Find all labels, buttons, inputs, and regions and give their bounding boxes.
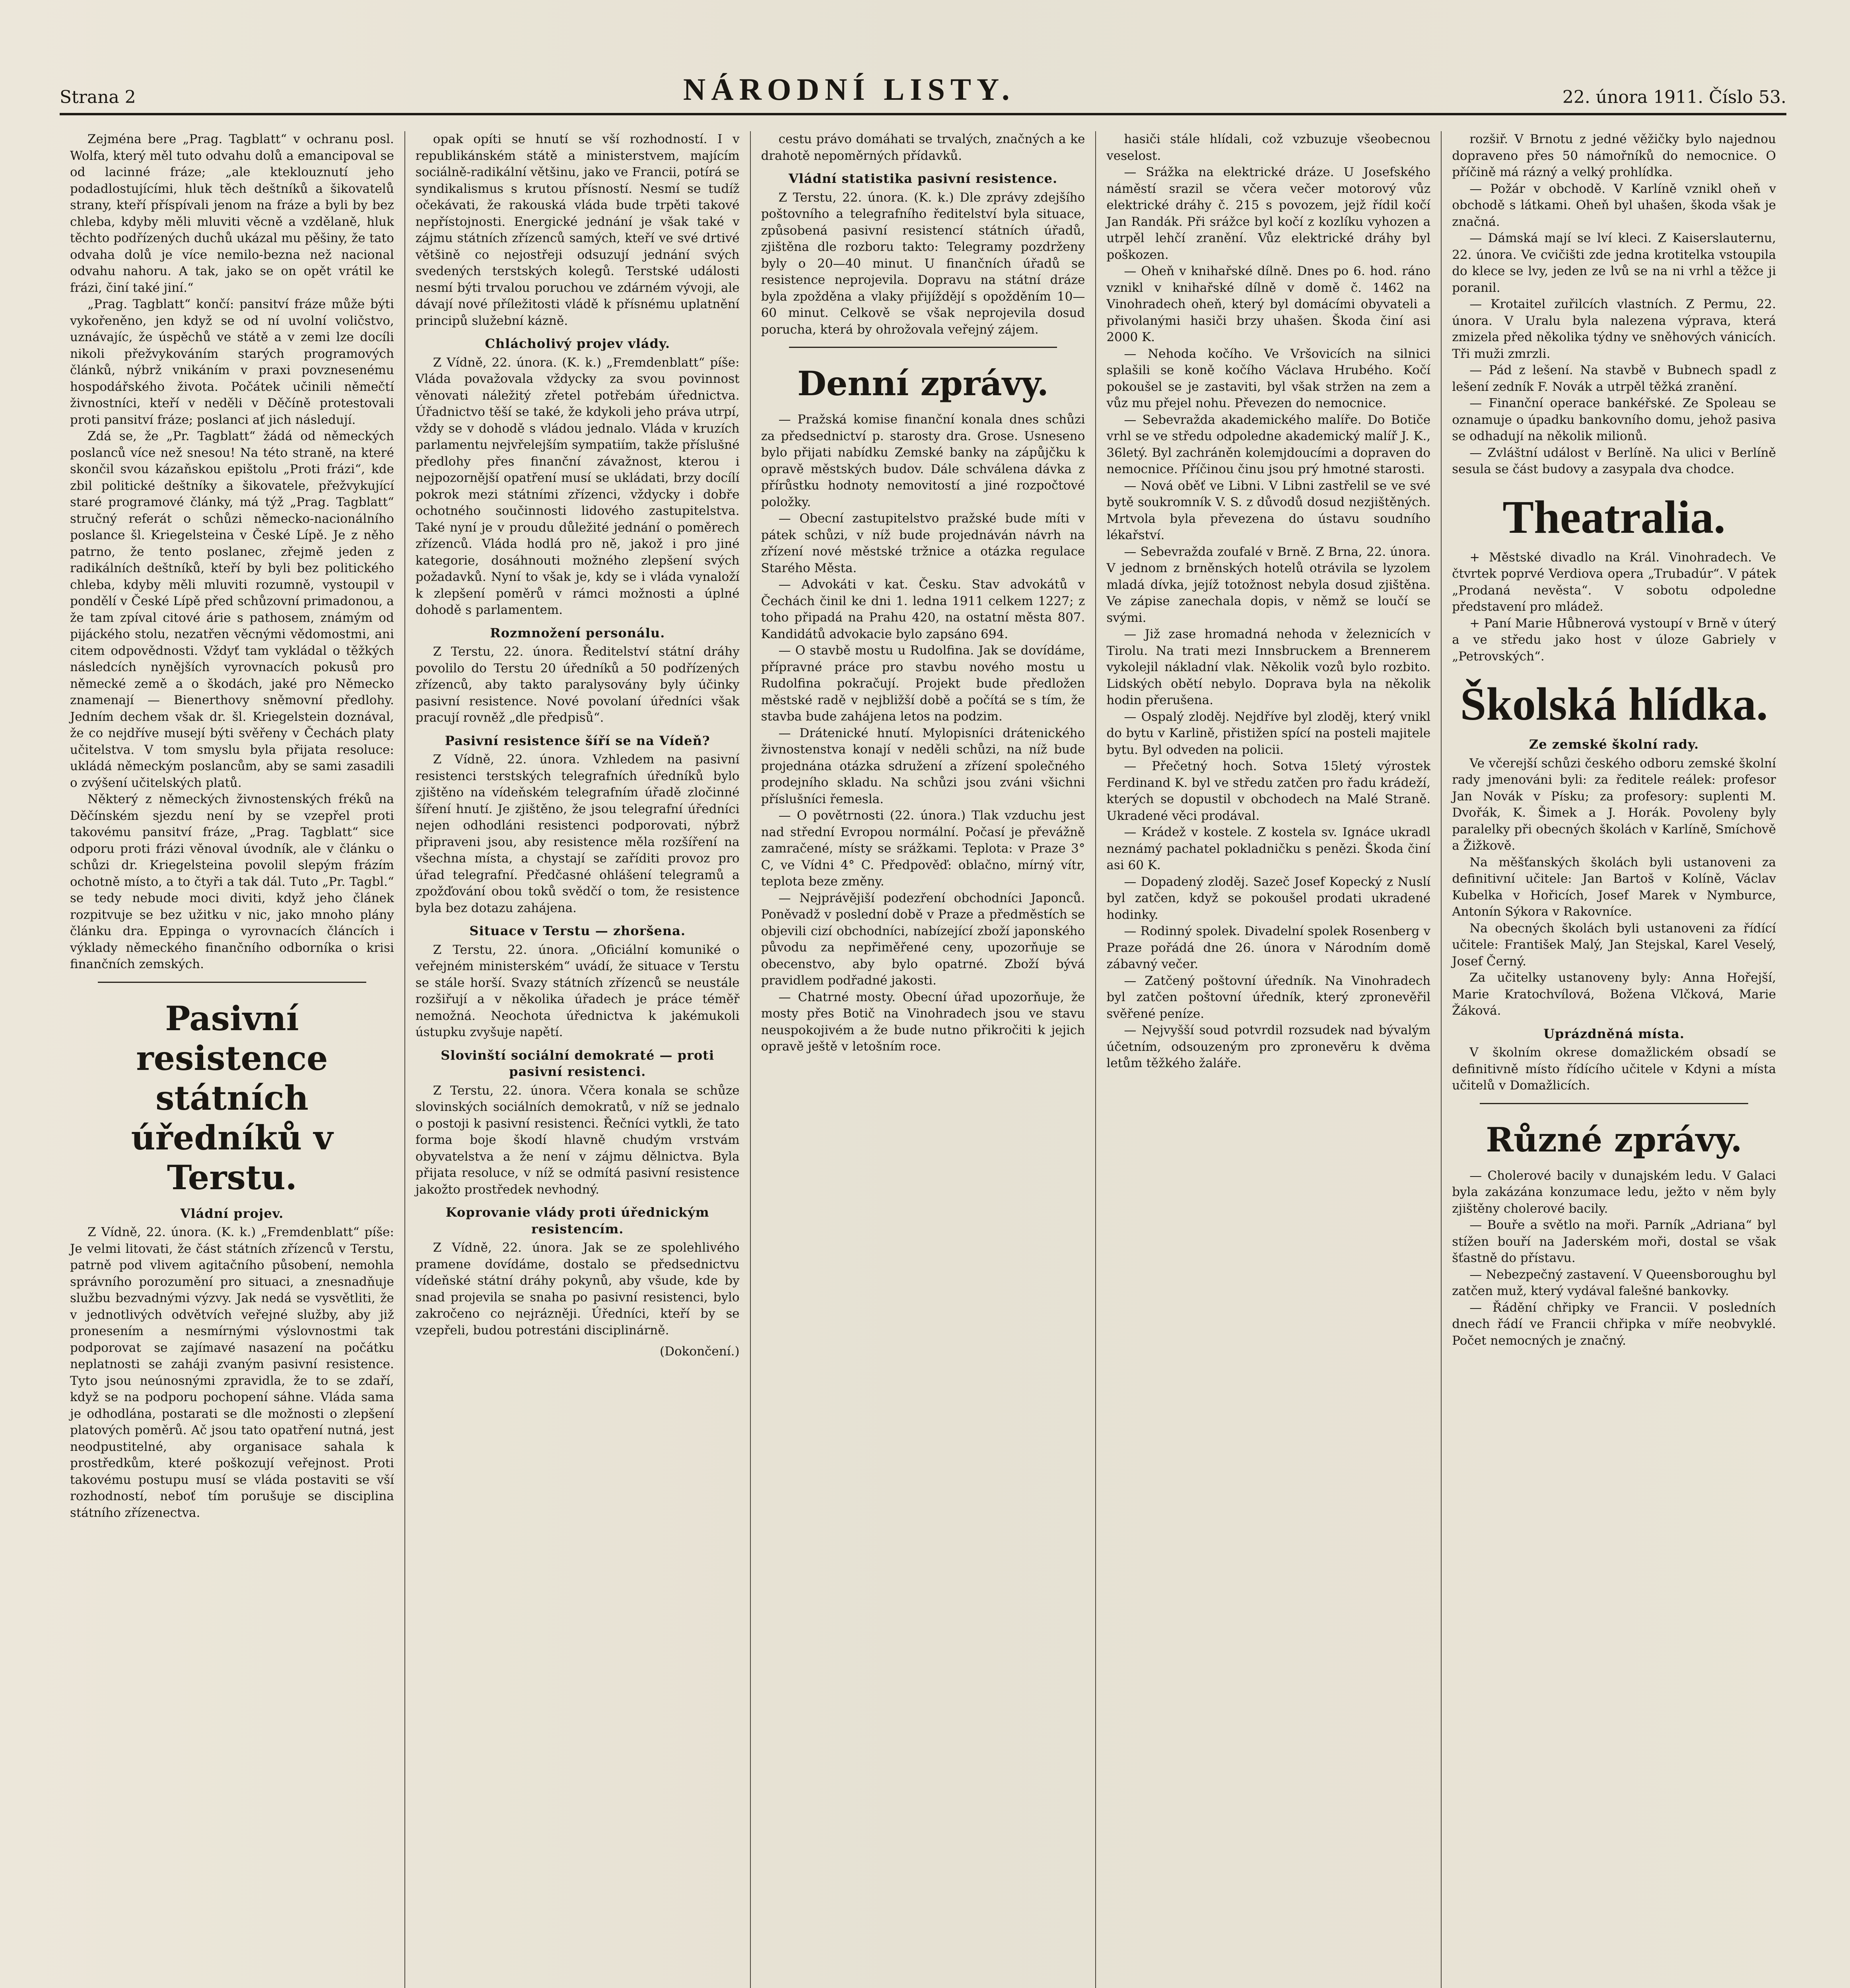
paragraph: — Chatrné mosty. Obecní úřad upozorňuje, že mosty přes Botič na Vinohradech jsou ve stavu neuspokojivém a že bude nutno přikročiti k jejich opravě ještě v letošním roce. <box>761 990 1085 1054</box>
paragraph: — Bouře a světlo na moři. Parník „Adriana“ byl stížen bouří na Jaderském moři, dostal se však šťastně do přístavu. <box>1452 1218 1776 1265</box>
subheading: Koprovanie vlády proti úřednickým resistencím. <box>445 1205 709 1237</box>
paragraph: Z Terstu, 22. února. „Oficiální komuniké o veřejném ministerském“ uvádí, že situace v Terstu se stále horší. Svazy státních zřízenců se neustále rozšiřují a v několika úřadech je práce téměř nemožná. Neochota úřednictva k jakémukoli ústupku zvyšuje napětí. <box>415 942 740 1039</box>
paragraph: Za učitelky ustanoveny byly: Anna Hořejší, Marie Kratochvílová, Božena Vlčková, Marie Žáková. <box>1452 971 1776 1018</box>
paragraph: Z Terstu, 22. února. Včera konala se schůze slovinských sociálních demokratů, v níž se jednalo o postoji k pasivní resistenci. Řečníci vytkli, že tato forma boje škodí hlavně chudým vrstvám obyvatelstva a že není v zájmu dělnictva. Byla přijata resoluce, v níž se odmítá pasivní resistence jakožto prostředek nevhodný. <box>415 1083 740 1197</box>
section-headline: Theatralia. <box>1502 491 1726 543</box>
paragraph: — Cholerové bacily v dunajském ledu. V Galaci byla zakázána konzumace ledu, ježto v něm byly zjištěny cholerové bacily. <box>1452 1168 1776 1216</box>
divider <box>98 982 366 983</box>
paragraph: Z Vídně, 22. února. (K. k.) „Fremdenblatt“ píše: Je velmi litovati, že část státních zřízenců v Terstu, patrně pod vlivem agitačního působení, nemohla správního porozumění pro situaci, a znesnadňuje službu bezvadnými výzvy. Jak nedá se vysvětliti, že v jednotlivých odvětvích veřejné služby, aby již pronesením a nesmírnými výslovnostmi tak podporovat se zajímavé nasazení na počátku neplatnosti se zaháji zvaným pasivní resistence. Tyto jsou neúnosnými zpravidla, že to se zdaří, když se na podporu pochopení sáhne. Vláda sama je odhodlána, postarati se dle možnosti o zlepšení platových poměrů. Ač jsou tato opatření nutná, jest neodpustitelné, aby organisace sahala k prostředkům, které poškozují veřejnost. Proti takovému postupu musí se vláda postaviti se vší rozhodností, neboť tím porušuje se disciplina státního zřízenectva. <box>70 1225 394 1520</box>
paragraph: — Již zase hromadná nehoda v železnicích v Tirolu. Na trati mezi Innsbruckem a Brennerem vykolejil nákladní vlak. Několik vozů bylo rozbito. Lidských obětí nebylo. Doprava byla na několik hodin přerušena. <box>1106 627 1431 707</box>
paragraph: Z Vídně, 22. února. Jak se ze spolehlivého pramene dovídáme, dostalo se předsednictvu vídeňské státní dráhy pokynů, aby všude, kde by snad projevila se snaha po pasivní resistenci, bylo zakročeno co nejrázněji. Úředníci, kteří by se vzepřeli, budou potrestáni disciplinárně. <box>415 1241 740 1338</box>
paragraph: — Krádež v kostele. Z kostela sv. Ignáce ukradl neznámý pachatel pokladničku s penězi. Škoda činí asi 60 K. <box>1106 825 1431 872</box>
paragraph: — Zvláštní událost v Berlíně. Na ulici v Berlíně sesula se část budovy a zasypala dva chodce. <box>1452 445 1776 476</box>
paragraph: — Obecní zastupitelstvo pražské bude míti v pátek schůzi, v níž bude projednáván návrh na zřízení nové městské tržnice a otázka regulace Starého Města. <box>761 511 1085 575</box>
subheading: Ze zemské školní rady. <box>1529 737 1699 752</box>
paragraph: — Nebezpečný zastavení. V Queensboroughu byl zatčen muž, který vydával falešné bankovky. <box>1452 1267 1776 1298</box>
paragraph: V školním okrese domažlickém obsadí se definitivně místo řídícího učitele v Kdyni a místa učitelů v Domažlicích. <box>1452 1045 1776 1093</box>
column-5 <box>1442 131 1786 1988</box>
paragraph: — Dopadený zloděj. Sazeč Josef Kopecký z Nuslí byl zatčen, když se pokoušel prodati ukradené hodinky. <box>1106 874 1431 922</box>
paragraph: — Rodinný spolek. Divadelní spolek Rosenberg v Praze pořádá dne 26. února v Národním domě zábavný večer. <box>1106 924 1431 971</box>
column-2 <box>405 131 751 1988</box>
paragraph: Na měšťanských školách byli ustanoveni za definitivní učitele: Jan Bartoš v Kolíně, Václav Kubelka v Hořicích, Josef Marek v Nymburce, Antonín Sýkora v Rakovníce. <box>1452 855 1776 919</box>
masthead <box>60 60 1786 115</box>
paragraph: + Městské divadlo na Král. Vinohradech. Ve čtvrtek poprvé Verdiova opera „Trubadúr“. V pátek „Prodaná nevěsta“. V sobotu odpoledne představení pro mládež. <box>1452 550 1776 614</box>
paragraph: — O povětrnosti (22. února.) Tlak vzduchu jest nad střední Evropou normální. Počasí je převážně zamračené, místy se srážkami. Teplota: v Praze 3° C, ve Vídni 4° C. Předpověď: oblačno, mírný vítr, teplota beze změny. <box>761 808 1085 889</box>
paragraph: + Paní Marie Hůbnerová vystoupí v Brně v úterý a ve středu jako host v úloze Gabriely v „Petrovských“. <box>1452 616 1776 664</box>
continuation-note: (Dokončení.) <box>660 1344 740 1359</box>
paragraph: — Dámská mají se lví kleci. Z Kaiserslauternu, 22. února. Ve cvičišti zde jedna krotitelka vstoupila do klece se lvy, jeden ze lvů se na ni vrhl a těžce ji poranil. <box>1452 231 1776 295</box>
subheading: Chlácholivý projev vlády. <box>485 336 670 351</box>
subheading: Pasivní resistence šíří se na Vídeň? <box>445 733 710 748</box>
subheading: Vládní projev. <box>180 1206 284 1221</box>
paragraph: cestu právo domáhati se trvalých, značných a ke drahotě nepoměrných přídavků. <box>761 132 1085 163</box>
article-headline: Pasivní resistence státních úředníků v Terstu. <box>131 998 333 1197</box>
paragraph: — Zatčený poštovní úředník. Na Vinohradech byl zatčen poštovní úředník, který zpronevěřil svěřené peníze. <box>1106 973 1431 1021</box>
paragraph: — Nejvyšší soud potvrdil rozsudek nad bývalým účetním, odsouzeným pro zpronevěru k dvěma letům těžkého žaláře. <box>1106 1023 1431 1070</box>
newspaper-title: NÁRODNÍ LISTY. <box>683 72 1015 107</box>
paragraph: — Drátenické hnutí. Mylopisníci drátenického živnostenstva konají v neděli schůzi, na níž bude projednána otázka sdružení a zřízení společného prodejního skladu. Na schůzi jsou zváni všichni příslušníci řemesla. <box>761 726 1085 806</box>
paragraph: — Srážka na elektrické dráze. U Josefského náměstí srazil se včera večer motorový vůz elektrické dráhy č. 215 s povozem, jejž řídil kočí Jan Randák. Při srážce byl kočí z kozlíku vyhozen a utrpěl lehčí zranění. Vůz elektrické dráhy byl poškozen. <box>1106 165 1431 262</box>
subheading: Uprázdněná místa. <box>1543 1026 1685 1041</box>
paragraph: Zdá se, že „Pr. Tagblatt“ žádá od německých poslanců více než snesou! Na této straně, na které skončil svou kázaňskou epištolu „Proti frázi“, kde zbil politické deštníky a šikovatele, přežvykující staré programové články, má týž „Prag. Tagblatt“ stručný referát o schůzi německo-nacionálního poslance šl. Kriegelsteina v České Lípě. Je z něho patrno, že tento poslanec, zřejmě jeden z radikálních deštníků, kteří by byli bez politického chleba, kdyby měli mluviti rozumně, vystoupil v pondělí v České Lípě před schůzovní primadonou, a že tam zpíval citové árie s pathosem, známým od pijáckého stolu, nezatřen věcnými vědomostmi, ani citem odpovědnosti. Vždyť tam vykládal o těžkých následcích nynějších vyrovnacích pokusů pro německé země a o škodách, jaké pro Německo znamenají — Bienerthovy sněmovní předlohy. Jedním dechem však dr. šl. Kriegelstein doznával, že co nejdříve musejí býti svěřeny v Čechách platy učitelstva. V tom smyslu byla přijata resoluce: ukládá německým poslancům, aby se sami zasadili o zvýšení učitelských platů. <box>70 429 394 790</box>
paragraph: Z Vídně, 22. února. Vzhledem na pasivní resistenci terstských telegrafních úředníků bylo zjištěno na vídeňském telegrafním úřadě zločinné šíření hnutí. Je zjištěno, že jsou telegrafní úředníci nejen odhodláni resistenci podporovati, nýbrž připraveni jsou, aby resistence měla rozšíření na všechna místa, a chystají se zaříditi provoz pro úřad telegrafní. Předčasné ohlášení telegramů a zpožďování obou toků svědčí o tom, že resistence byla bez dotazu zahájena. <box>415 752 740 915</box>
subheading: Situace v Terstu — zhoršena. <box>469 923 686 938</box>
paragraph: — Přečetný hoch. Sotva 15letý výrostek Ferdinand K. byl ve středu zatčen pro řadu krádeží, kterých se dopustil v obchodech na Malé Straně. Ukradené věci prodával. <box>1106 759 1431 823</box>
divider <box>789 347 1057 348</box>
paragraph: — Nehoda kočího. Ve Vršovicích na silnici splašili se koně kočího Václava Hrubého. Kočí pokoušel se je zastaviti, byl však stržen na zem a vůz mu přejel nohu. Převezen do nemocnice. <box>1106 346 1431 410</box>
paragraph: Z Terstu, 22. února. Ředitelství státní dráhy povolilo do Terstu 20 úředníků a 50 podřízených zřízenců, aby takto paralysovány byly účinky pasivní resistence. Nové povolaní úředníci však pracují rovněž „dle předpisů“. <box>415 645 740 725</box>
paragraph: Z Vídně, 22. února. (K. k.) „Fremdenblatt“ píše: Vláda považovala vždycky za svou povinnost věnovati náležitý zřetel potřebám úřednictva. Úřadnictvo těší se také, že kdykoli jeho práva utrpí, vždy se v dohodě s vládou jednalo. Vláda v kruzích parlamentu nejvřelejším sympatiím, takže příslušné předlohy přes finanční závažnost, kterou i nejpozornější opatření musí se ukládati, brzy docílí pokrok mezi státními zřízenci, vždycky i dobře ochotného součinnosti lidového zastupitelstva. Také nyní je v proudu důležité jednání o poměrech zřízenců. Vláda hodlá pro ně, jakož i pro jiné kategorie, dosáhnouti možného zlepšení svých požadavků. Nyní to však je, kdy se i vláda vynaloží k zlepšení poměrů v rámci možnosti a úplné dohodě s parlamentem. <box>415 355 740 617</box>
divider <box>1480 1103 1748 1104</box>
page-number: Strana 2 <box>60 87 136 107</box>
section-headline: Denní zprávy. <box>797 364 1049 403</box>
section-headline: Různé zprávy. <box>1486 1120 1742 1159</box>
paragraph: — Nejprávějiší podezření obchodníci Japonců. Poněvadž v poslední době v Praze a předměstích se objevili cizí obchodníci, nabízející zboží japonského původu za nepřiměřené ceny, upozorňuje se obecenstvo, aby bylo opatrné. Zboží bývá pravidlem podřadné jakosti. <box>761 891 1085 988</box>
paragraph: — Krotaitel zuřilcích vlastních. Z Permu, 22. února. V Uralu byla nalezena výprava, která zmizela před několika týdny ve sněhových vánicích. Tři muži zmrzli. <box>1452 297 1776 361</box>
paragraph: Na obecných školách byli ustanoveni za řídící učitele: František Malý, Jan Stejskal, Karel Veselý, Josef Černý. <box>1452 921 1776 969</box>
paragraph: rozšiř. V Brnotu z jedné věžičky bylo najednou dopraveno přes 50 námořníků do nemocnice. O příčině má rázný a velký prohlídka. <box>1452 132 1776 179</box>
paragraph: opak opíti se hnutí se vší rozhodností. I v republikánském státě a ministerstvem, majícím sociálně-radikální většinu, jako ve Francii, potírá se syndikalismus s krutou přísností. Nesmí se tudíž očekávati, že rakouská vláda bude trpěti takové nepřístojnosti. Energické jednání je však také v zájmu státních zřízenců samých, kteří ve své drtivé většině co nejostřeji odsuzují jednání svých svedených terstských kolegů. Terstské události nesmí býti trvalou poruchou ve zdárném vývoji, ale dávají nové příležitosti vládě k přísnému uplatnění principů služební kázně. <box>415 132 740 328</box>
paragraph: Některý z německých živnostenských fréků na Děčínském sjezdu není by se vzepřel proti takovému pansitví fráze, „Prag. Tagblatt“ sice odporu proti frázi věnoval úvodník, ale v článku o schůzi dr. Kriegelsteina povolil slepým frázím ochotně místo, a to čtyři a tak dál. Tuto „Pr. Tagbl.“ se tedy nebude moci diviti, když jeho článek rozpitvuje se bez užitku v nic, jako mnoho plány článku dra. Eppinga o vyrovnacích článcích i výklady německého finančního odborníka o krisi finančních zemských. <box>70 792 394 971</box>
subheading: Rozmnožení personálu. <box>490 625 665 641</box>
paragraph: — Pád z lešení. Na stavbě v Bubnech spadl z lešení zedník F. Novák a utrpěl těžká zranění. <box>1452 363 1776 394</box>
paragraph: — Finanční operace bankéřské. Ze Spoleau se oznamuje o úpadku bankovního domu, jehož pasiva se odhadují na několik milionů. <box>1452 396 1776 443</box>
column-1 <box>60 131 405 1988</box>
issue-date: 22. února 1911. Číslo 53. <box>1562 87 1786 107</box>
section-headline: Školská hlídka. <box>1460 678 1768 730</box>
paragraph: — Sebevražda zoufalé v Brně. Z Brna, 22. února. V jednom z brněnských hotelů otrávila se lyzolem mladá dívka, jejíž totožnost nebyla dosud zjištěna. Ve zápise zanechala dopis, v němž se loučí se svými. <box>1106 544 1431 625</box>
paragraph: „Prag. Tagblatt“ končí: pansitví fráze může býti vykořeněno, jen když se od ní uvolní voličstvo, uznávajíc, že úspěchů ve státě a v zemi lze docíli nikoli přežvykováním starých programových článků, nýbrž vnikáním v praxi povznesenému hospodářského života. Počátek učinili němečtí živnostníci, kteří v neděli v Děčíně protestovali proti pansitví fráze; poslanci ať jich následují. <box>70 297 394 427</box>
paragraph: — Řádění chřipky ve Francii. V posledních dnech řádí ve Francii chřipka v míře neobvyklé. Počet nemocných je značný. <box>1452 1300 1776 1348</box>
column-3 <box>751 131 1096 1988</box>
column-4 <box>1096 131 1442 1988</box>
columns <box>60 131 1786 1988</box>
paragraph: — Nová oběť ve Libni. V Libni zastřelil se ve své bytě soukromník V. S. z důvodů dosud nezjištěných. Mrtvola byla převezena do ústavu soudního lékařství. <box>1106 478 1431 542</box>
paragraph: — Pražská komise finanční konala dnes schůzi za předsednictví p. starosty dra. Grose. Usneseno bylo přijati nabídku Zemské banky na zápůjčku k opravě městských budov. Dále schválena dávka z přírůstku hodnoty nemovitostí a jiné rozpočtové položky. <box>761 412 1085 509</box>
paragraph: hasiči stále hlídali, což vzbuzuje všeobecnou veselost. <box>1106 132 1431 163</box>
paragraph: Z Terstu, 22. února. (K. k.) Dle zprávy zdejšího poštovního a telegrafního ředitelství byla situace, způsobená pasivní resistencí státních úřadů, zjištěna dle rozboru takto: Telegramy pozdrženy byly o 20—40 minut. U finančních úřadů se resistence neprojevila. Dopravu na státní dráze byla zpožděna a vlaky přijíždějí s opožděním 10—60 minut. Celkově se však neprojevila dosud porucha, která by ohrožovala veřejný zájem. <box>761 190 1085 337</box>
paragraph: — Sebevražda akademického malíře. Do Botiče vrhl se ve středu odpoledne akademický malíř J. K., 36letý. Byl zachráněn kolemjdoucími a dopraven do nemocnice. Příčinou činu jsou prý hmotné starosti. <box>1106 412 1431 476</box>
paragraph: — Advokáti v kat. Česku. Stav advokátů v Čechách činil ke dni 1. ledna 1911 celkem 1227; z toho připadá na Prahu 420, na ostatní města 807. Kandidátů advokacie bylo zapsáno 694. <box>761 577 1085 641</box>
subheading: Vládní statistika pasivní resistence. <box>788 171 1058 186</box>
paragraph: — O stavbě mostu u Rudolfina. Jak se dovídáme, přípravné práce pro stavbu nového mostu u Rudolfina pokračují. Projekt bude předložen městské radě v nejbližší době a počítá se s tím, že stavba bude zahájena letos na podzim. <box>761 643 1085 724</box>
paragraph: — Požár v obchodě. V Karlíně vznikl oheň v obchodě s látkami. Oheň byl uhašen, škoda však je značná. <box>1452 181 1776 229</box>
subheading: Slovinští sociální demokraté — proti pasivní resistenci. <box>441 1047 715 1079</box>
paragraph: Ve včerejší schůzi českého odboru zemské školní rady jmenováni byli: za ředitele reálek: profesor Jan Novák v Písku; za profesory: suplenti M. Dvořák, K. Šimek a J. Horák. Povoleny byly paralelky při obecných školách v Karlíně, Smíchově a Žižkově. <box>1452 756 1776 853</box>
paragraph: — Oheň v knihařské dílně. Dnes po 6. hod. ráno vznikl v knihařské dílně v domě č. 1462 na Vinohradech oheň, který byl domácími obyvateli a přivolanými hasiči brzy uhašen. Škoda činí asi 2000 K. <box>1106 264 1431 344</box>
paragraph: Zejména bere „Prag. Tagblatt“ v ochranu posl. Wolfa, který měl tuto odvahu dolů a emancipoval se od lacinné fráze; „ale kteklouznutí jeho podadlostujícími, hluk těch deštníků a šikovatelů strany, kteří příspívali jenom na fráze a byli by bez chleba, kdyby měli mluviti věcně a vzdělaně, hluk těchto podřízených duchů ukázal mu pěšiny, že tato odvaha dolů je více nemilo-bezna než nacional odvahu nahoru. A tak, jako se on opět vrátil ke frázi, činí také jiní.“ <box>70 132 394 295</box>
paragraph: — Ospalý zloděj. Nejdříve byl zloděj, který vnikl do bytu v Karlině, přistižen spící na posteli majitele bytu. Byl odveden na policii. <box>1106 709 1431 757</box>
